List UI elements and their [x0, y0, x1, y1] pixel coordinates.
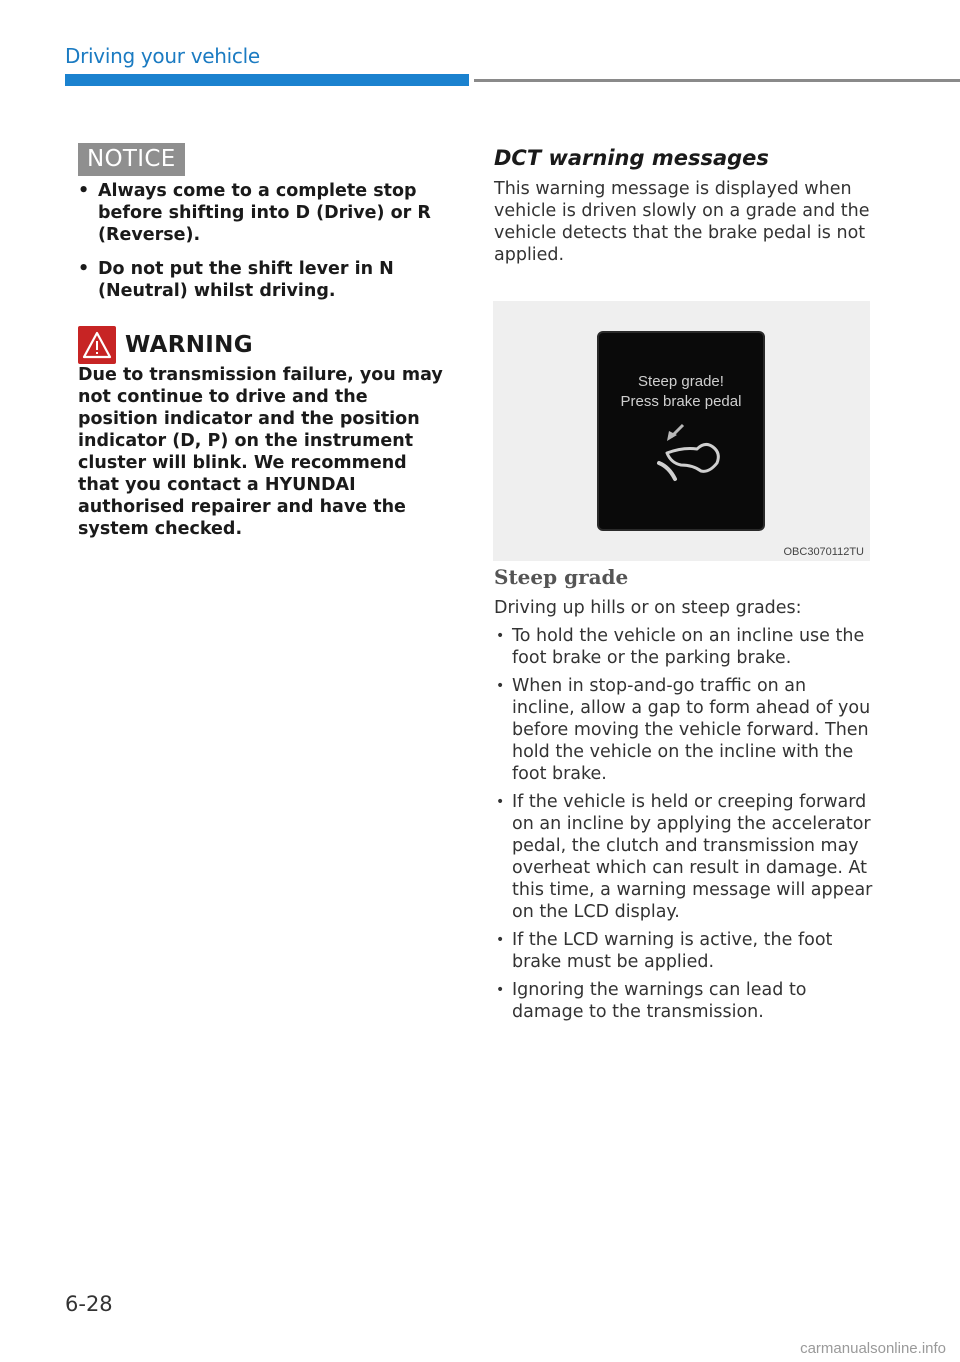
list-item: • To hold the vehicle on an incline use the foot brake or the parking brake.: [494, 625, 874, 669]
figure-code: OBC3070112TU: [783, 546, 864, 558]
section-title: DCT warning messages: [494, 146, 769, 170]
display-line-2: Press brake pedal: [620, 393, 742, 410]
list-item: • Do not put the shift lever in N (Neutral) whilst driving.: [78, 258, 450, 302]
header-rule: [474, 79, 960, 82]
steep-grade-list: [494, 625, 874, 1029]
list-item: • If the LCD warning is active, the foot brake must be applied.: [494, 929, 874, 973]
lcd-display: [597, 331, 765, 531]
subsection-intro: Driving up hills or on steep grades:: [494, 598, 802, 618]
warning-heading: [78, 325, 253, 365]
display-line-1: Steep grade!: [638, 373, 724, 390]
warning-body: Due to transmission failure, you may not continue to drive and the position indicator and the position indicator (D, P) on the instrument cluster will blink. We recommend that you contact a HYUNDAI authorised repairer and have the system checked.: [78, 365, 443, 539]
header-title: Driving your vehicle: [65, 44, 260, 68]
header-accent-bar: [65, 74, 469, 86]
subsection-title: Steep grade: [494, 565, 629, 589]
notice-label: NOTICE: [78, 143, 185, 176]
watermark: carmanualsonline.info: [800, 1340, 946, 1357]
warning-title: WARNING: [125, 332, 253, 358]
figure-steep-grade: [493, 301, 870, 561]
warning-triangle-icon: [78, 326, 116, 364]
list-item: • When in stop-and-go traffic on an incline, allow a gap to form ahead of you before moving the vehicle forward. Then hold the vehicle on the incline with the foot brake.: [494, 675, 874, 785]
list-item: • Always come to a complete stop before shifting into D (Drive) or R (Reverse).: [78, 180, 450, 246]
brake-pedal-icon: [597, 413, 765, 493]
list-item: • If the vehicle is held or creeping forward on an incline by applying the accelerator pedal, the clutch and transmission may overheat which can result in damage. At this time, a warning message will appear on the LCD display.: [494, 791, 874, 923]
section-intro: This warning message is displayed when vehicle is driven slowly on a grade and the vehicle detects that the brake pedal is not applied.: [494, 179, 870, 265]
page-number: 6-28: [65, 1292, 113, 1316]
list-item: • Ignoring the warnings can lead to damage to the transmission.: [494, 979, 874, 1023]
notice-list: [78, 180, 450, 314]
